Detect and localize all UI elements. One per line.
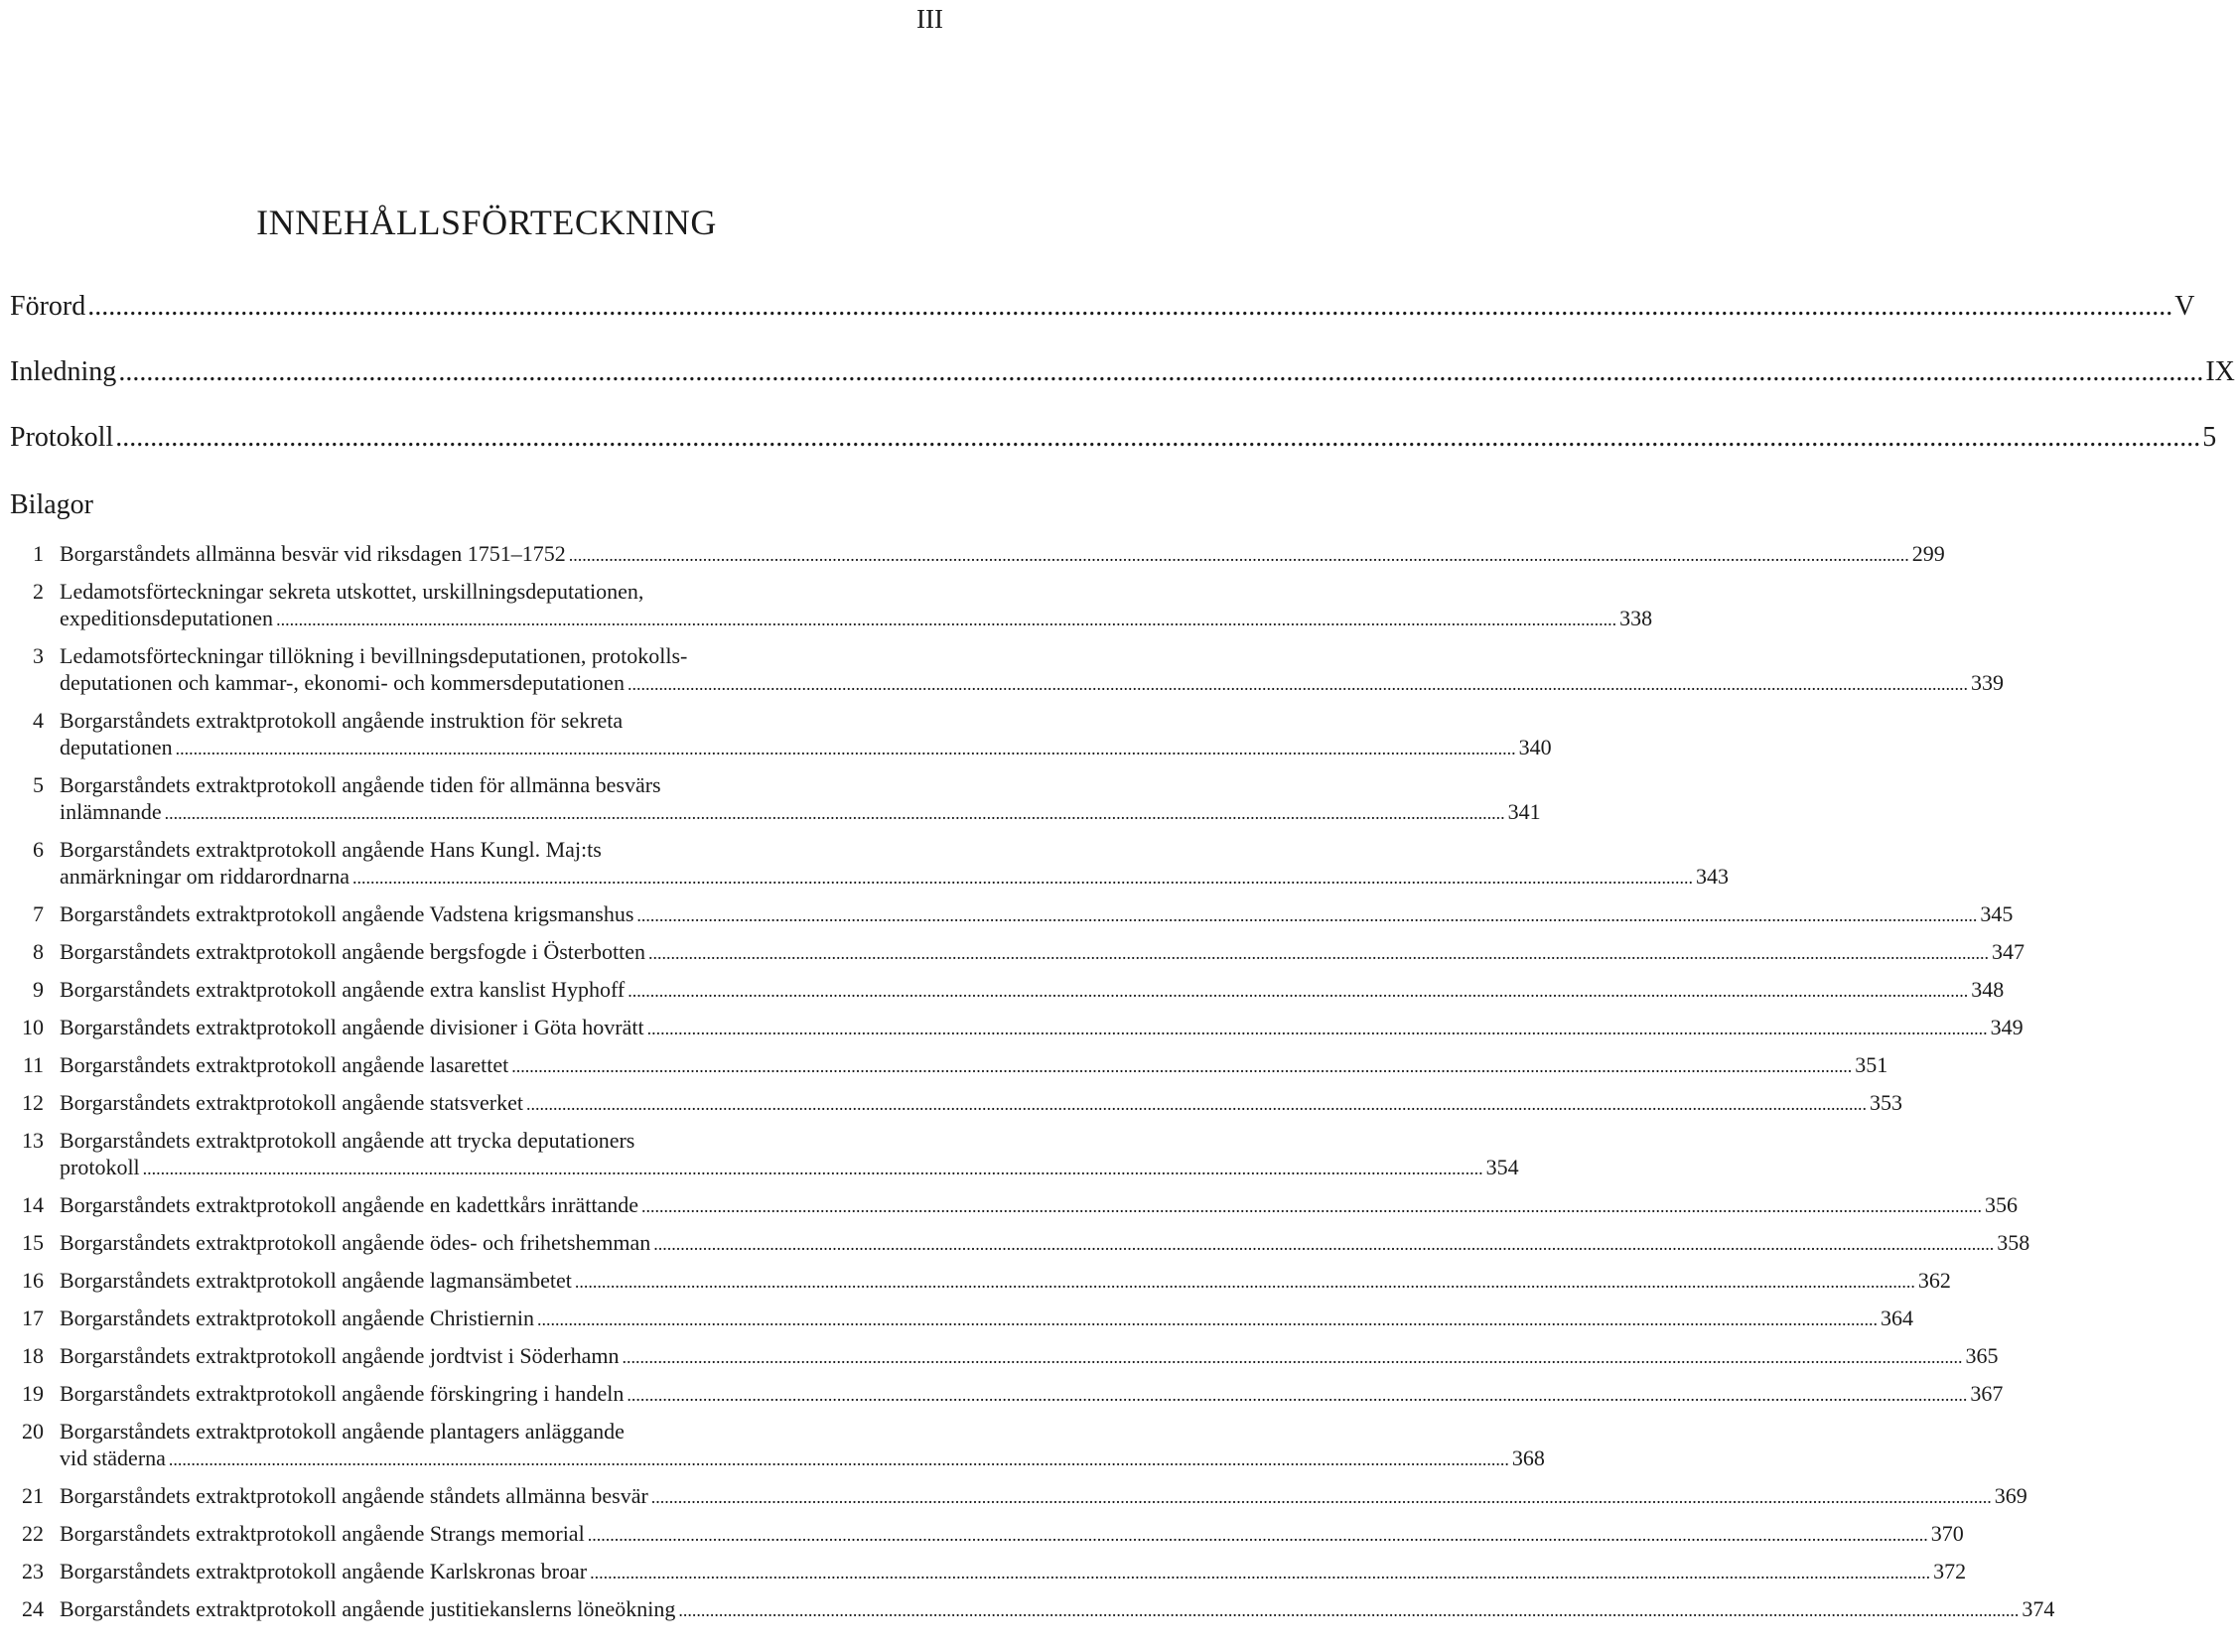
dot-leader: ............................................................................................................................................................................................................................................................................................................	[536, 1309, 1878, 1329]
dot-leader: ............................................................................................................................................................................................................................................................................................................	[168, 1449, 1509, 1469]
bilaga-entry	[0, 1558, 1967, 1586]
bilaga-page: 364	[1880, 1306, 1913, 1330]
bilaga-entry	[0, 1127, 1519, 1182]
dot-leader: ............................................................................................................................................................................................................................................................................................................	[628, 981, 1969, 1001]
bilaga-title-line: Borgarståndets allmänna besvär vid riksdagen 1751–1752	[60, 541, 566, 566]
bilaga-final-line	[60, 1089, 1902, 1118]
bilaga-title-line: Borgarståndets extraktprotokoll angående förskingring i handeln	[60, 1381, 625, 1406]
bilaga-entry	[0, 1418, 1545, 1473]
bilaga-title-line: vid städerna	[60, 1446, 166, 1470]
bilaga-page: 341	[1507, 799, 1541, 824]
toc-main-page: V	[2174, 291, 2195, 322]
dot-leader: ............................................................................................................................................................................................................................................................................................................	[622, 1347, 1963, 1367]
bilaga-entry	[0, 578, 1653, 633]
bilaga-title-line: Borgarståndets extraktprotokoll angående divisioner i Göta hovrätt	[60, 1015, 644, 1039]
bilaga-number: 9	[33, 977, 44, 1002]
bilaga-final-line	[60, 1380, 2004, 1409]
bilaga-page: 374	[2022, 1596, 2055, 1621]
bilaga-page: 345	[1980, 901, 2014, 926]
bilaga-title-line: Borgarståndets extraktprotokoll angående Hans Kungl. Maj:ts	[60, 837, 602, 862]
dot-leader: ............................................................................................................................................................................................................................................................................................................	[164, 803, 1505, 823]
dot-leader: ............................................................................................................................................................................................................................................................................................................	[627, 1385, 1968, 1405]
bilaga-final-line	[60, 1342, 1999, 1371]
bilaga-final-line	[60, 1305, 1913, 1333]
bilaga-number: 17	[22, 1306, 44, 1330]
bilaga-number: 24	[22, 1596, 44, 1621]
dot-leader: ............................................................................................................................................................................................................................................................................................................	[142, 1159, 1483, 1178]
bilaga-entry	[0, 1342, 1999, 1371]
bilaga-entry	[0, 1089, 1902, 1118]
bilaga-page: 338	[1619, 606, 1653, 630]
dot-leader: ............................................................................................................................................................................................................................................................................................................	[627, 674, 1968, 694]
bilaga-number: 2	[33, 579, 44, 604]
bilaga-entry	[0, 1267, 1951, 1296]
bilaga-page: 348	[1971, 977, 2005, 1002]
bilaga-title-line: Borgarståndets extraktprotokoll angående Karlskronas broar	[60, 1559, 588, 1583]
bilaga-entry	[0, 938, 2025, 967]
bilaga-number: 10	[22, 1015, 44, 1039]
bilaga-title-line: Borgarståndets extraktprotokoll angående justitiekanslerns löneökning	[60, 1596, 676, 1621]
dot-leader: ............................................................................................................................................................................................................................................................................................................	[646, 1019, 1988, 1038]
bilaga-title-line: Borgarståndets extraktprotokoll angående en kadettkårs inrättande	[60, 1192, 638, 1217]
bilaga-entry	[0, 1051, 1888, 1080]
bilaga-final-line	[60, 1482, 2027, 1511]
bilaga-title-line: Borgarståndets extraktprotokoll angående plantagers anläggande	[60, 1419, 625, 1444]
bilaga-title-line: Borgarståndets extraktprotokoll angående lagmansämbetet	[60, 1268, 572, 1293]
dot-leader: ............................................................................................................................................................................................................................................................................................................	[352, 868, 1693, 888]
bilaga-page: 353	[1869, 1090, 1902, 1115]
toc-main-entry	[10, 356, 2235, 387]
bilaga-entry	[0, 1014, 2024, 1042]
bilaga-number: 1	[33, 541, 44, 566]
dot-leader: ............................................................................................................................................................................................................................................................................................................	[568, 545, 1909, 565]
toc-main-entry	[10, 422, 2217, 453]
bilaga-entry	[0, 1595, 2055, 1624]
bilaga-number: 14	[22, 1192, 44, 1217]
dot-leader: ............................................................................................................................................................................................................................................................................................................	[636, 905, 1978, 925]
bilaga-number: 16	[22, 1268, 44, 1293]
bilaga-title-line: Borgarståndets extraktprotokoll angående tiden för allmänna besvärs	[60, 772, 661, 797]
bilaga-number: 19	[22, 1381, 44, 1406]
bilaga-page: 340	[1518, 735, 1552, 759]
bilaga-final-line	[60, 1191, 2018, 1220]
toc-main-entry	[10, 291, 2195, 322]
bilaga-final-line	[60, 1267, 1951, 1296]
bilaga-number: 6	[33, 837, 44, 862]
bilaga-title-line: Borgarståndets extraktprotokoll angående instruktion för sekreta	[60, 708, 624, 733]
toc-main-page: 5	[2202, 422, 2217, 453]
bilaga-page: 372	[1933, 1559, 1967, 1583]
bilaga-title-line: Borgarståndets extraktprotokoll angående extra kanslist Hyphoff	[60, 977, 626, 1002]
dot-leader: ............................................................................................................................................................................................................................................................................................................	[118, 356, 2204, 387]
bilaga-final-line	[60, 540, 1945, 569]
bilaga-final-line	[60, 938, 2025, 967]
bilagor-list	[0, 540, 2055, 1633]
bilaga-title-line: Ledamotsförteckningar tillökning i bevillningsdeputationen, protokolls-	[60, 643, 688, 668]
bilaga-title-line: Borgarståndets extraktprotokoll angående att trycka deputationers	[60, 1128, 635, 1153]
bilagor-heading: Bilagor	[10, 489, 93, 520]
bilaga-page: 347	[1991, 939, 2025, 964]
bilaga-final-line	[60, 976, 2005, 1005]
bilaga-final-line	[60, 863, 1729, 892]
bilaga-title-line: Borgarståndets extraktprotokoll angående Vadstena krigsmanshus	[60, 901, 634, 926]
toc-main-page: IX	[2205, 356, 2235, 387]
bilaga-final-line	[60, 1558, 1967, 1586]
bilaga-final-line	[60, 798, 1541, 827]
dot-leader: ............................................................................................................................................................................................................................................................................................................	[647, 943, 1989, 963]
bilaga-number: 7	[33, 901, 44, 926]
dot-leader: ............................................................................................................................................................................................................................................................................................................	[525, 1094, 1867, 1114]
bilaga-title-line: Borgarståndets extraktprotokoll angående Strangs memorial	[60, 1521, 585, 1546]
bilaga-number: 8	[33, 939, 44, 964]
bilaga-title-line: expeditionsdeputationen	[60, 606, 274, 630]
bilaga-title-line: Ledamotsförteckningar sekreta utskottet, urskillningsdeputationen,	[60, 579, 644, 604]
bilaga-entry	[0, 1191, 2018, 1220]
bilaga-title-line: Borgarståndets extraktprotokoll angående bergsfogde i Österbotten	[60, 939, 645, 964]
bilaga-final-line	[60, 1445, 1545, 1473]
dot-leader: ............................................................................................................................................................................................................................................................................................................	[653, 1234, 1995, 1254]
dot-leader: ............................................................................................................................................................................................................................................................................................................	[115, 422, 2201, 453]
bilaga-entry	[0, 1229, 2030, 1258]
bilaga-page: 349	[1990, 1015, 2024, 1039]
bilaga-title-line: Borgarståndets extraktprotokoll angående statsverket	[60, 1090, 523, 1115]
bilaga-number: 22	[22, 1521, 44, 1546]
bilaga-final-line	[60, 1051, 1888, 1080]
bilaga-title-line: Borgarståndets extraktprotokoll angående Christiernin	[60, 1306, 534, 1330]
bilaga-number: 21	[22, 1483, 44, 1508]
bilaga-title-line: Borgarståndets extraktprotokoll angående jordtvist i Söderhamn	[60, 1343, 620, 1368]
bilaga-final-line	[60, 1154, 1519, 1182]
bilaga-title-line: deputationen och kammar-, ekonomi- och kommersdeputationen	[60, 670, 625, 695]
bilaga-title-line: deputationen	[60, 735, 173, 759]
bilaga-final-line	[60, 1014, 2024, 1042]
toc-main-label: Förord	[10, 291, 86, 322]
bilaga-page: 362	[1917, 1268, 1951, 1293]
bilaga-page: 370	[1930, 1521, 1964, 1546]
dot-leader: ............................................................................................................................................................................................................................................................................................................	[587, 1525, 1928, 1545]
bilaga-title-line: Borgarståndets extraktprotokoll angående ståndets allmänna besvär	[60, 1483, 648, 1508]
bilaga-page: 356	[1985, 1192, 2018, 1217]
bilaga-entry	[0, 707, 1552, 762]
page-number: III	[916, 4, 943, 34]
bilaga-number: 20	[22, 1419, 44, 1444]
dot-leader: ............................................................................................................................................................................................................................................................................................................	[678, 1600, 2020, 1620]
bilaga-number: 13	[22, 1128, 44, 1153]
bilaga-entry	[0, 900, 2014, 929]
dot-leader: ............................................................................................................................................................................................................................................................................................................	[175, 739, 1516, 758]
bilaga-entry	[0, 1520, 1964, 1549]
bilaga-title-line: inlämnande	[60, 799, 162, 824]
dot-leader: ............................................................................................................................................................................................................................................................................................................	[641, 1196, 1982, 1216]
bilaga-page: 358	[1997, 1230, 2030, 1255]
bilaga-final-line	[60, 1229, 2030, 1258]
toc-main-label: Protokoll	[10, 422, 114, 453]
bilaga-page: 339	[1970, 670, 2004, 695]
dot-leader: ............................................................................................................................................................................................................................................................................................................	[574, 1272, 1915, 1292]
dot-leader: ............................................................................................................................................................................................................................................................................................................	[511, 1056, 1853, 1076]
bilaga-final-line	[60, 1595, 2055, 1624]
bilaga-page: 369	[1994, 1483, 2027, 1508]
dot-leader: ............................................................................................................................................................................................................................................................................................................	[87, 291, 2173, 322]
bilaga-page: 365	[1965, 1343, 1999, 1368]
bilaga-page: 343	[1696, 864, 1729, 889]
bilaga-title-line: Borgarståndets extraktprotokoll angående lasarettet	[60, 1052, 509, 1077]
bilaga-title-line: anmärkningar om riddarordnarna	[60, 864, 349, 889]
bilaga-entry	[0, 1380, 2004, 1409]
bilaga-number: 15	[22, 1230, 44, 1255]
bilaga-page: 368	[1511, 1446, 1545, 1470]
bilaga-number: 5	[33, 772, 44, 797]
bilaga-page: 354	[1485, 1155, 1519, 1179]
bilaga-final-line	[60, 900, 2014, 929]
bilaga-entry	[0, 836, 1729, 892]
bilaga-entry	[0, 540, 1945, 569]
bilaga-number: 18	[22, 1343, 44, 1368]
bilaga-page: 299	[1911, 541, 1945, 566]
bilaga-number: 4	[33, 708, 44, 733]
dot-leader: ............................................................................................................................................................................................................................................................................................................	[590, 1563, 1931, 1583]
bilaga-entry	[0, 976, 2005, 1005]
bilaga-title-line: Borgarståndets extraktprotokoll angående ödes- och frihetshemman	[60, 1230, 651, 1255]
bilaga-entry	[0, 642, 2004, 698]
bilaga-number: 11	[22, 1052, 44, 1077]
bilaga-final-line	[60, 734, 1552, 762]
bilaga-final-line	[60, 1520, 1964, 1549]
bilaga-page: 351	[1855, 1052, 1888, 1077]
bilaga-entry	[0, 771, 1541, 827]
bilaga-entry	[0, 1305, 1913, 1333]
bilaga-final-line	[60, 669, 2004, 698]
toc-main-label: Inledning	[10, 356, 117, 387]
page-title: INNEHÅLLSFÖRTECKNING	[256, 203, 717, 242]
bilaga-final-line	[60, 605, 1653, 633]
bilaga-number: 12	[22, 1090, 44, 1115]
bilaga-number: 23	[22, 1559, 44, 1583]
bilaga-title-line: protokoll	[60, 1155, 140, 1179]
bilaga-number: 3	[33, 643, 44, 668]
bilaga-page: 367	[1970, 1381, 2004, 1406]
dot-leader: ............................................................................................................................................................................................................................................................................................................	[650, 1487, 1992, 1507]
bilaga-entry	[0, 1482, 2027, 1511]
dot-leader: ............................................................................................................................................................................................................................................................................................................	[276, 610, 1617, 629]
